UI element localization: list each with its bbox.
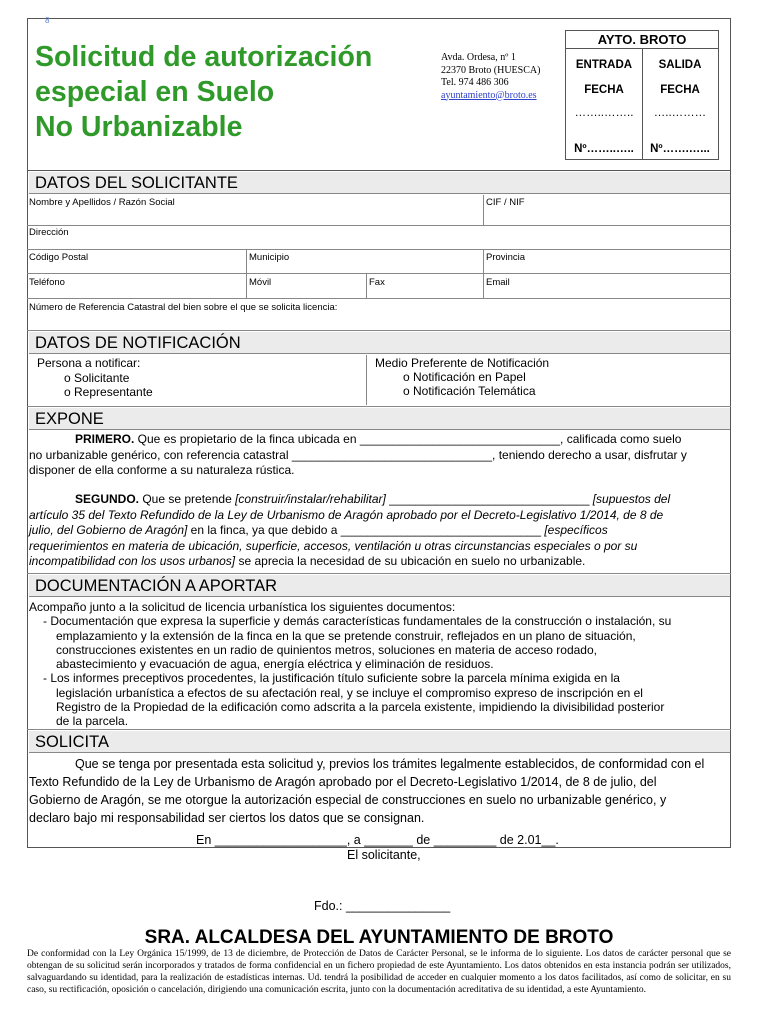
medio-label: Medio Preferente de Notificación bbox=[375, 356, 550, 370]
radio-papel[interactable]: o Notificación en Papel bbox=[403, 370, 526, 384]
divider bbox=[483, 249, 484, 273]
divider bbox=[27, 249, 731, 250]
email-link[interactable]: ayuntamiento@broto.es bbox=[441, 89, 537, 101]
divider bbox=[27, 573, 731, 574]
section-notificacion-heading: DATOS DE NOTIFICACIÓN bbox=[29, 332, 730, 354]
field-codigo-postal[interactable]: Código Postal bbox=[29, 252, 89, 263]
field-provincia[interactable]: Provincia bbox=[486, 252, 526, 263]
section-documentacion-heading: DOCUMENTACIÓN A APORTAR bbox=[29, 575, 730, 597]
expone-primero: PRIMERO. Que es propietario de la finca ubicada en ______________________________, calificada como suelo no urbanizable genérico, con referencia catastral ______________________________, teniendo derecho a usar, disfrutar y disponer de ella conforme a su naturaleza rústica. bbox=[29, 432, 687, 477]
registry-entrada: ENTRADA bbox=[575, 59, 633, 71]
registry-num-in: Nº……..….. bbox=[574, 143, 634, 155]
divider bbox=[27, 406, 731, 407]
field-email[interactable]: Email bbox=[486, 277, 510, 288]
field-nombre[interactable]: Nombre y Apellidos / Razón Social bbox=[29, 197, 175, 208]
radio-representante[interactable]: o Representante bbox=[64, 385, 153, 399]
page-title: Solicitud de autorización especial en Suelo No Urbanizable bbox=[35, 41, 373, 143]
recipient-heading: SRA. ALCALDESA DEL AYUNTAMIENTO DE BROTO bbox=[144, 927, 614, 948]
place-date-line[interactable]: En ___________________, a _______ de _________ de 2.01__. bbox=[196, 833, 559, 847]
divider bbox=[27, 330, 731, 331]
divider bbox=[483, 195, 484, 225]
section-solicitante-heading: DATOS DEL SOLICITANTE bbox=[29, 172, 730, 194]
divider bbox=[27, 273, 731, 274]
divider bbox=[483, 273, 484, 298]
divider bbox=[27, 298, 731, 299]
header-divider bbox=[27, 170, 731, 171]
section-solicita-heading: SOLICITA bbox=[29, 731, 730, 753]
field-cif[interactable]: CIF / NIF bbox=[486, 197, 525, 208]
divider bbox=[366, 273, 367, 298]
divider bbox=[246, 273, 247, 298]
divider bbox=[27, 729, 731, 730]
persona-label: Persona a notificar: bbox=[37, 356, 141, 370]
registry-num-out: Nº…….…... bbox=[650, 143, 710, 155]
solicitante-label: El solicitante, bbox=[347, 848, 421, 862]
solicita-body: Que se tenga por presentada esta solicitud y, previos los trámites legalmente establecidos, de conformidad con el Texto Refundido de la Ley de Urbanismo de Aragón aprobado por el Decreto-Legislativo 1/2014, de 8 de julio, del Gobierno de Aragón, se me otorgue la autorización especial de construcciones en suelo no urbanizable genérico, y declaro bajo mi responsabilidad ser ciertos los datos que se consignan. bbox=[29, 757, 705, 825]
registry-salida: SALIDA bbox=[658, 59, 702, 71]
field-fax[interactable]: Fax bbox=[369, 277, 385, 288]
field-direccion[interactable]: Dirección bbox=[29, 227, 69, 238]
registry-stamp-box bbox=[565, 30, 719, 160]
divider bbox=[366, 355, 367, 405]
registry-date-in: ……..…….. bbox=[574, 107, 634, 119]
registry-date-out: …..……… bbox=[653, 107, 707, 119]
expone-segundo: SEGUNDO. Que se pretende [construir/instalar/rehabilitar] ______________________________ [supuestos del artículo 35 del Texto Refundido de la Ley de Urbanismo de Aragón aprobado por el Decreto-Legislativo 1/2014, de 8 de julio, del Gobierno de Aragón] en la finca, ya que debido a ______________________________ [específicos requerimientos en materia de ubicación, superficie, accesos, ventilación u otras circunstancias especiales o por su incompatibilidad con los usos urbanos] se aprecia la necesidad de su ubicación en suelo no urbanizable. bbox=[29, 492, 671, 568]
registry-fecha-in: FECHA bbox=[584, 84, 624, 96]
field-movil[interactable]: Móvil bbox=[249, 277, 272, 288]
documentacion-body: Acompaño junto a la solicitud de licencia urbanística los siguientes documentos: - Documentación que expresa la superficie y demás características fundamentales de la construcción o instalación, su emplazamiento y la extensión de la finca en la que se pretende construir, reflejados en un plano de situación, construcciones existentes en un radio de quinientos metros, soluciones en materia de acceso rodado, abastecimiento y evacuación de agua, energía eléctrica y eliminación de residuos. - Los informes preceptivos procedentes, la justificación título suficiente sobre la parcela mínima exigida en la legislación urbanística a efectos de su afectación real, y se incluye el compromiso expreso de inscripción en el Registro de la Propiedad de la edificación como adscrita a la parcela existente, impidiendo la divisibilidad posterior de la parcela. bbox=[29, 600, 672, 729]
corner-mark: 8 bbox=[45, 16, 50, 25]
field-municipio[interactable]: Municipio bbox=[249, 252, 290, 263]
field-telefono[interactable]: Teléfono bbox=[29, 277, 65, 288]
divider bbox=[246, 249, 247, 273]
registry-fecha-out: FECHA bbox=[660, 84, 700, 96]
field-ref-catastral[interactable]: Número de Referencia Catastral del bien sobre el que se solicita licencia: bbox=[29, 302, 338, 313]
section-expone-heading: EXPONE bbox=[29, 408, 730, 430]
council-address: Avda. Ordesa, nº 1 22370 Broto (HUESCA) Tel. 974 486 306 ayuntamiento@broto.es bbox=[441, 52, 541, 101]
registry-title: AYTO. BROTO bbox=[566, 31, 718, 49]
radio-solicitante[interactable]: o Solicitante bbox=[64, 371, 130, 385]
radio-telematica[interactable]: o Notificación Telemática bbox=[403, 384, 536, 398]
divider bbox=[27, 225, 731, 226]
signature-line[interactable]: Fdo.: _______________ bbox=[314, 899, 451, 913]
data-protection-notice: De conformidad con la Ley Orgánica 15/1999, de 13 de diciembre, de Protección de Datos de Carácter Personal, se le informa de lo siguiente. Los datos de carácter personal que se obtengan de su solicitud serán incorporados y tratados de forma confidencial en un fichero propiedad de este Ayuntamiento. Los datos obtenidos en esta instancia podrán ser utilizados, salvaguardando su identidad, para la realización de estadísticas internas. Ud. tendrá la posibilidad de acceder en cualquier momento a los datos facilitados, así como de solicitar, en su caso, su rectificación, oposición o cancelación, dirigiendo una comunicación escrita, junto con la documentación acreditativa de su identidad, a este Ayuntamiento. bbox=[27, 949, 731, 995]
